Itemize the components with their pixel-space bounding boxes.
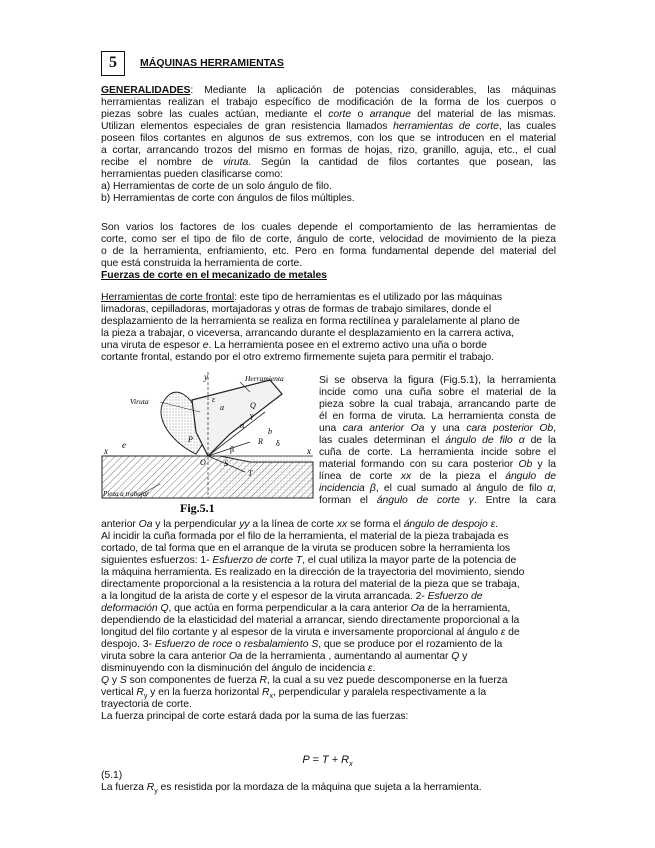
label-x: x — [104, 446, 108, 456]
text-span: x — [269, 693, 273, 701]
label-viruta: Viruta — [130, 397, 149, 406]
label-alpha: α — [240, 421, 245, 430]
text-span: o — [351, 109, 370, 120]
text-span: vertical — [101, 687, 137, 698]
text-span: S — [119, 675, 127, 686]
text-line — [319, 471, 556, 483]
text-span: Ob — [518, 459, 533, 470]
label-Q: Q — [250, 401, 256, 410]
text-span: α — [547, 483, 554, 494]
text-span: , — [553, 423, 556, 434]
text-line: a cortar, arrancando trozos del mismo en formas de hojas, rizo, granillo, aguja, etc., el cual — [101, 145, 556, 156]
text-line — [101, 591, 483, 603]
label-beta: β — [230, 445, 235, 454]
text-span: cara anterior Oa — [342, 423, 425, 434]
text-span: de — [505, 627, 520, 638]
chapter-title: MÁQUINAS HERRAMIENTAS — [140, 57, 284, 69]
text-line — [101, 340, 487, 352]
text-span: P = T + R — [302, 754, 350, 766]
text-line — [101, 627, 520, 639]
text-line: él en forma de viruta. La herramienta consta de — [319, 411, 556, 422]
text-line: que está construida la herramienta de corte. — [101, 258, 303, 269]
text-span: y — [109, 675, 120, 686]
text-span: y — [143, 693, 148, 701]
text-span: Oa — [410, 603, 425, 614]
label-x: x — [307, 446, 311, 456]
text-line — [101, 675, 508, 687]
text-line: herramientas pueden clasificarse como: — [101, 169, 283, 180]
text-line — [101, 292, 502, 304]
chapter-number-box: 5 — [101, 51, 125, 76]
text-line: poseen filos cortantes en algunos de sus extremos, con los que se introducen en el material — [101, 133, 556, 144]
text-line — [101, 555, 516, 567]
text-span: . Según la cantidad de filos cortantes que posean, las — [248, 157, 556, 168]
text-span: Esfuerzo de — [427, 591, 483, 602]
text-line: cortado, de tal forma que en el arranque de la viruta se producen sobre la herramienta los — [101, 543, 511, 554]
text-span: R — [136, 687, 144, 698]
text-line: incide como una cuña sobre el material de la — [319, 387, 556, 398]
text-span: xx — [336, 519, 348, 530]
text-line: corte, como ser el tipo de filo de corte, ángulo de corte, velocidad de movimiento de la pieza — [101, 234, 556, 245]
text-line: Son varios los factores de los cuales depende el comportamiento de las herramientas de — [101, 222, 556, 233]
label-y: y — [204, 372, 208, 382]
label-T: T — [248, 469, 253, 478]
text-line — [101, 157, 556, 169]
text-span: a la línea de corte — [249, 519, 337, 530]
text-span: o — [232, 639, 244, 650]
label-epsilon: ε — [212, 395, 216, 404]
text-span: y una — [424, 423, 467, 434]
text-line — [101, 109, 556, 121]
label-delta: δ — [276, 439, 280, 448]
label-pieza: Pieza a trabajar — [103, 490, 149, 498]
text-line: La fuerza principal de corte estará dada por la suma de las fuerzas: — [101, 711, 409, 722]
text-span: , que actúa en forma perpendicular a la cara anterior — [168, 603, 411, 614]
text-span: cara posterior Ob — [466, 423, 554, 434]
text-span: ángulo de corte γ — [376, 495, 474, 506]
text-span: resbalamiento S — [243, 639, 319, 650]
text-line — [319, 483, 556, 495]
figure-5-1 — [100, 372, 315, 519]
text-span: . La herramienta posee en el extremo activo una uña o borde — [208, 340, 487, 351]
section-heading: Fuerzas de corte en el mecanizado de metales — [101, 270, 327, 281]
text-span: de la pieza el — [411, 471, 506, 482]
text-span: , perpendicular y paralela respectivamente a la — [272, 687, 487, 698]
text-span: de la herramienta , aumentando al aumentar — [242, 651, 452, 662]
text-line — [101, 519, 498, 531]
equation-number: (5.1) — [101, 770, 123, 781]
text-line: directamente proporcional a la resistencia a la rotura del material de la pieza que se trabaja, — [101, 579, 520, 590]
text-span: una viruta de espesor — [101, 340, 203, 351]
text-span: deformación Q — [101, 603, 169, 614]
text-span: e — [202, 340, 209, 351]
text-span: viruta sobre la cara anterior — [101, 651, 229, 662]
text-line — [101, 121, 556, 133]
text-span: anterior — [101, 519, 139, 530]
text-span: las cuales determinan el — [319, 435, 446, 446]
text-span: , el cual utiliza la mayor parte de la potencia de — [302, 555, 517, 566]
text-span: , que se produce por el rozamiento de la — [318, 639, 503, 650]
equation — [0, 754, 655, 768]
text-line: cuña de corte. La herramienta incide sobre el — [319, 447, 556, 458]
text-span: . — [372, 663, 376, 674]
workpiece-dots — [220, 456, 313, 498]
text-span: despojo. 3- — [101, 639, 155, 650]
tool-shape — [192, 380, 282, 456]
text-span: arranque — [369, 109, 411, 120]
text-span: de la — [524, 435, 556, 446]
text-span: Utilizan elementos especiales de gran resistencia llamados — [101, 121, 394, 132]
label-P: P — [188, 435, 193, 444]
text-line — [101, 639, 502, 651]
text-line — [101, 663, 375, 675]
text-span: yy — [239, 519, 250, 530]
label-b: b — [268, 427, 272, 436]
text-span: una — [319, 423, 343, 434]
text-line: Si se observa la figura (Fig.5.1), la herramienta — [319, 375, 556, 386]
text-line — [101, 651, 467, 663]
text-line: o de la herramienta, enfriamiento, etc. Pero en forma fundamental depende del material del — [101, 246, 556, 257]
text-span: , la cual a su vez puede descomponerse en la fuerza — [266, 675, 508, 686]
list-item: b) Herramientas de corte con ángulos de filos múltiples. — [101, 193, 355, 204]
label-herramienta: Herramienta — [245, 374, 284, 383]
label-S: S — [224, 459, 228, 468]
text-span: y en la fuerza horizontal — [147, 687, 263, 698]
text-line — [101, 85, 556, 97]
text-span: incidencia β — [319, 483, 376, 494]
text-span: recibe el nombre de — [101, 157, 224, 168]
label-a: a — [220, 403, 224, 412]
text-line: la pieza a trabajar, o viceversa, arrancando durante el desplazamiento en la carrera activa, — [101, 328, 514, 339]
text-line: cortante frontal, estando por el otro extremo firmemente sujeta para permitir el trabajo. — [101, 352, 494, 363]
text-span: ángulo de filo α — [445, 435, 525, 446]
label-gamma: γ — [250, 411, 254, 420]
text-span: y — [459, 651, 468, 662]
text-span: ángulo de despojo ε — [403, 519, 496, 530]
text-span: . Entre la cara — [473, 495, 557, 506]
text-span: , las cuales — [498, 121, 557, 132]
text-span: Esfuerzo de roce — [154, 639, 233, 650]
text-span: R — [259, 675, 267, 686]
text-span: material formando con su cara posterior — [319, 459, 519, 470]
text-line: limadoras, cepilladoras, mortajadoras y otras de formas de trabajo similares, donde el — [101, 304, 492, 315]
text-span: , — [553, 483, 556, 494]
generalidades-heading: GENERALIDADES — [101, 85, 191, 96]
text-line: herramientas realizan el trabajo específico de modificación de la forma de los cuerpos o — [101, 97, 556, 108]
label-O: O — [200, 458, 206, 467]
text-span: : Mediante la aplicación de potencias considerables, las máquinas — [190, 85, 556, 96]
text-line: Al incidir la cuña formada por el filo de la herramienta, el material de la pieza trabajada es — [101, 531, 509, 542]
text-span: y la — [532, 459, 556, 470]
text-span: : este tipo de herramientas es el utilizado por las máquinas — [234, 292, 503, 303]
text-span: ε — [367, 663, 373, 674]
text-span: . — [495, 519, 498, 530]
text-span: del material de las mismas. — [410, 109, 556, 120]
figure-caption: Fig.5.1 — [180, 501, 215, 515]
text-line: desplazamiento de la herramienta se realiza en forma rectilínea y paralelamente al plano de — [101, 316, 520, 327]
frontal-term: Herramientas de corte frontal — [101, 292, 235, 303]
text-span: piezas sobre las cuales actúan, mediante el — [101, 109, 329, 120]
text-span: x — [349, 761, 353, 769]
text-line: trayectoria de corte. — [101, 699, 192, 710]
text-line — [319, 459, 556, 471]
text-line — [319, 495, 556, 507]
text-span: viruta — [223, 157, 249, 168]
text-line: pieza sobre la cual trabaja, arrancando parte de — [319, 399, 556, 410]
text-span: Q — [101, 675, 110, 686]
text-span: y la perpendicular — [152, 519, 240, 530]
list-item: a) Herramientas de corte de un solo ángulo de filo. — [101, 181, 332, 192]
text-span: a la longitud de la arista de corte y el espesor de la viruta arrancada. 2- — [101, 591, 428, 602]
text-span: longitud del filo cortante y al espesor de la viruta e inversamente proporcional al ángulo — [101, 627, 501, 638]
text-span: siguientes esfuerzos: 1- — [101, 555, 213, 566]
text-line: la máquina herramienta. Es realizado en la dirección de la trayectoria del movimiento, siendo — [101, 567, 525, 578]
text-span: Q — [451, 651, 460, 662]
text-line — [319, 435, 556, 447]
text-span: Oa — [138, 519, 153, 530]
text-span: xx — [400, 471, 412, 482]
text-span: R — [262, 687, 270, 698]
text-span: La fuerza — [101, 782, 147, 793]
text-span: Esfuerzo de corte T — [212, 555, 303, 566]
text-span: ε — [500, 627, 506, 638]
text-span: Oa — [228, 651, 243, 662]
text-line: dependiendo de la elasticidad del material a arrancar, siendo directamente proporcional a la — [101, 615, 520, 626]
text-line — [319, 423, 556, 435]
text-span: y — [154, 788, 158, 796]
text-span: es resistida por la mordaza de la máquina que sujeta a la herramienta. — [157, 782, 482, 793]
text-span: corte — [328, 109, 352, 120]
text-line — [101, 782, 482, 798]
text-span: disminuyendo con la disminución del ángulo de incidencia — [101, 663, 368, 674]
text-span: , el cual sumado al ángulo de filo — [375, 483, 548, 494]
text-span: de la herramienta, — [424, 603, 511, 614]
label-e: e — [122, 440, 126, 450]
text-span: línea de corte — [319, 471, 401, 482]
text-span: R — [146, 782, 155, 793]
label-R: R — [258, 437, 263, 446]
text-span: ángulo de — [505, 471, 556, 482]
text-span: son componentes de fuerza — [126, 675, 260, 686]
text-line — [101, 603, 510, 615]
text-span: se forma el — [347, 519, 404, 530]
text-span: forman el — [319, 495, 377, 506]
text-span: herramientas de corte — [393, 121, 499, 132]
